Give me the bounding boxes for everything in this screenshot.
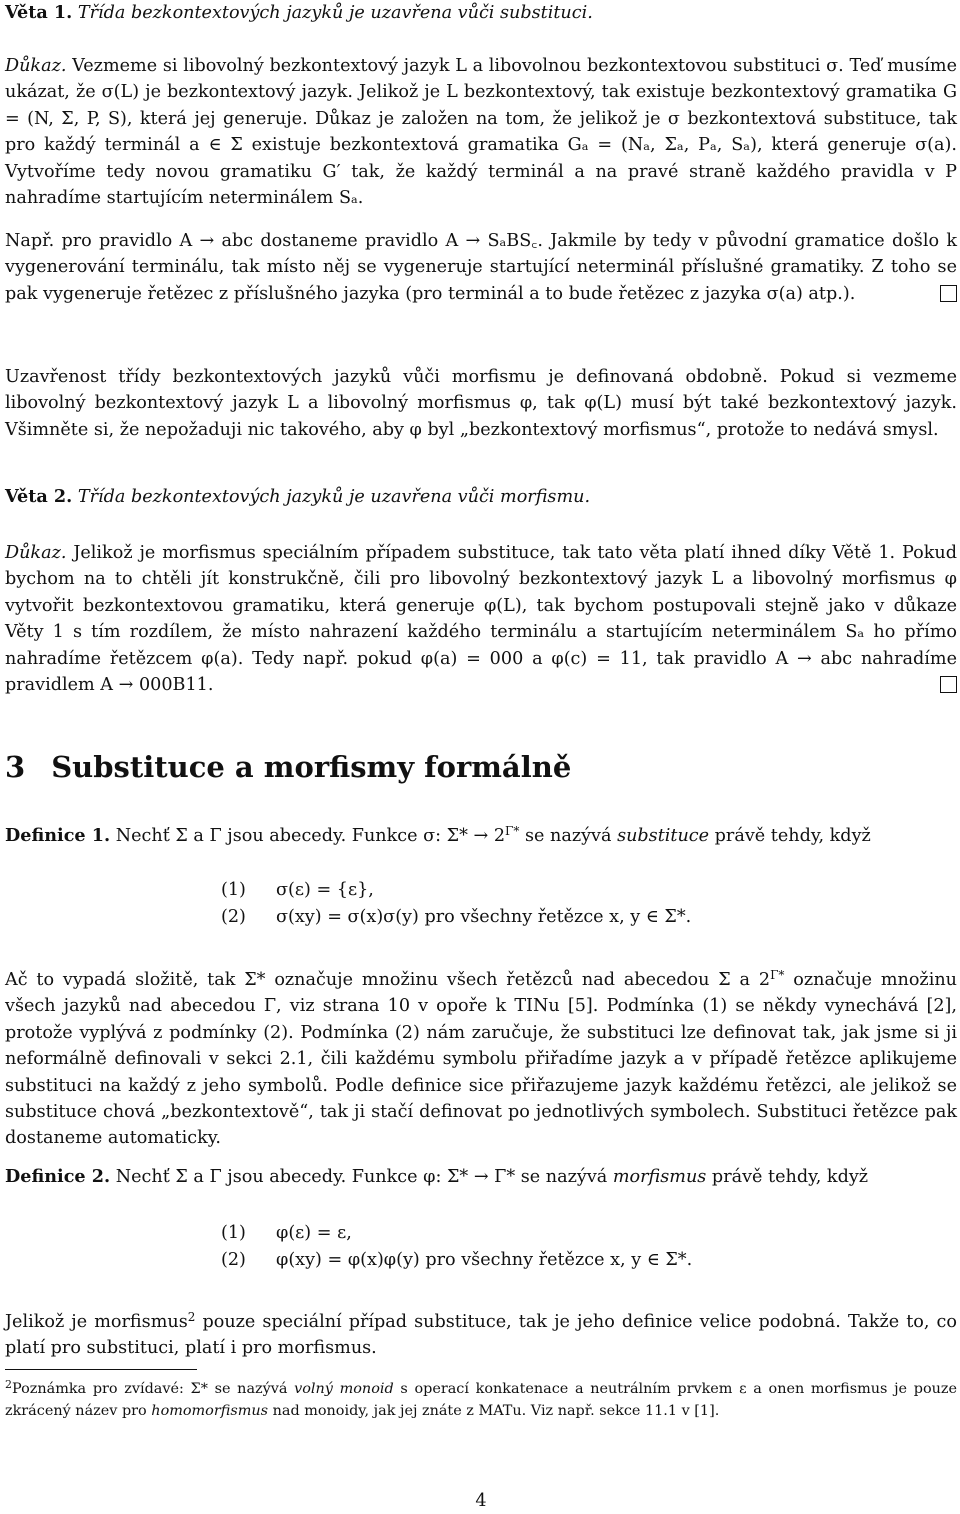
equation-body: φ(xy) = φ(x)φ(y) pro všechny řetězce x, y ∈ Σ*. — [276, 1250, 693, 1270]
definition-text: se nazývá — [519, 826, 618, 846]
paragraph-text: označuje množinu všech jazyků nad abecedou Γ, viz strana 10 v opoře k TINu [5]. Podmínka (1) se někdy vynechává [2], protože vyplývá z podmínky (2). Podmínka (2) nám zaručuje, že substituci lze definovat tak, jak jsme si ji neformálně definovali v sekci 2.1, čili každému symbolu přiřadíme jazyk a v případě řetězce aplikujeme substituci na každý z jeho symbolů. Podle definice sice přiřazujeme jazyk každému řetězci, ale jelikož se substituce chová „bezkontextově“, tak ji stačí definovat po jednotlivých symbolech. Substituci řetězce pak dostaneme automaticky. — [5, 970, 957, 1149]
paragraph-text: pouze speciální případ substituce, tak je jeho definice velice podobná. Takže to, co platí pro substituci, platí i pro morfismus. — [5, 1312, 957, 1359]
theorem-label: Věta 2. — [5, 486, 73, 507]
footnote-reference[interactable]: 2 — [187, 1310, 196, 1324]
theorem-statement: Třída bezkontextových jazyků je uzavřena vůči morfismu. — [77, 487, 591, 507]
proof-1-continued — [5, 228, 957, 307]
equation-body: σ(ε) = {ε}, — [276, 880, 374, 900]
proof-label: Důkaz. — [5, 543, 67, 563]
equation-2 — [5, 1247, 957, 1273]
theorem-statement: Třída bezkontextových jazyků je uzavřena vůči substituci. — [77, 3, 593, 23]
definition-text: Nechť Σ a Γ jsou abecedy. Funkce σ: Σ* → 2 — [115, 826, 506, 846]
equation-number: (2) — [221, 1250, 246, 1270]
section-heading — [5, 750, 572, 784]
section-number: 3 — [5, 750, 26, 784]
proof-label: Důkaz. — [5, 56, 67, 76]
superscript: Γ* — [770, 968, 785, 982]
footnote-mark: 2 — [5, 1378, 12, 1391]
paragraph-text: Uzavřenost třídy bezkontextových jazyků vůči morfismu je definovaná obdobně. Pokud si vezmeme libovolný bezkontextový jazyk L a libovolný morfismus φ, tak φ(L) musí být také bezkontextový jazyk. Všimněte si, že nepožaduji nic takového, aby φ byl „bezkontextový morfismus“, protože to nedává smysl. — [5, 367, 957, 440]
equation-1 — [5, 1220, 957, 1246]
footnote-term: volný monoid — [294, 1381, 394, 1397]
page-number: 4 — [475, 1491, 487, 1511]
theorem-label: Věta 1. — [5, 2, 73, 23]
definition-text: právě tehdy, když — [706, 1167, 869, 1187]
qed-square-icon — [940, 676, 957, 693]
paragraph-text: Ač to vypadá složitě, tak Σ* označuje množinu všech řetězců nad abecedou Σ a 2 — [5, 970, 771, 990]
definition-1 — [5, 818, 957, 849]
proof-2 — [5, 540, 957, 698]
superscript: Γ* — [505, 824, 520, 838]
theorem-1 — [5, 0, 957, 26]
definition-2 — [5, 1164, 957, 1190]
footnote-text: Poznámka pro zvídavé: Σ* se nazývá — [12, 1381, 295, 1397]
defined-term: substituce — [617, 826, 710, 846]
equation-number: (1) — [221, 880, 246, 900]
definition-text: Nechť Σ a Γ jsou abecedy. Funkce φ: Σ* → Γ* se nazývá — [115, 1167, 613, 1187]
footnote-text: s operací konkatenace a neutrálním prvkem ε a onen morfismus je pouze zkrácený název pro — [5, 1381, 957, 1419]
definition-label: Definice 2. — [5, 1166, 111, 1187]
theorem-2 — [5, 484, 957, 510]
definition-label: Definice 1. — [5, 825, 111, 846]
equation-2 — [5, 904, 957, 930]
paragraph-text: Jelikož je morfismus — [5, 1312, 188, 1332]
equation-body: σ(xy) = σ(x)σ(y) pro všechny řetězce x, y ∈ Σ*. — [276, 907, 692, 927]
definition-text: právě tehdy, když — [709, 826, 871, 846]
defined-term: morfismus — [612, 1167, 707, 1187]
section-title: Substituce a morfismy formálně — [51, 750, 572, 784]
paragraph-morphism — [5, 364, 957, 443]
footnote — [5, 1374, 957, 1422]
proof-text: Jelikož je morfismus speciálním případem substituce, tak tato věta platí ihned díky Větě 1. Pokud bychom na to chtěli jít konstrukčně, čili pro libovolný bezkontextový jazyk L a libovolný morfismus φ vytvořit bezkontextovou gramatiku, která generuje φ(L), tak bychom postupovali stejně jako v důkaze Věty 1 s tím rozdílem, že místo nahrazení každého terminálu a startujícím neterminálem Sₐ ho přímo nahradíme řetězcem φ(a). Tedy např. pokud φ(a) = 000 a φ(c) = 11, tak pravidlo A → abc nahradíme pravidlem A → 000B11. — [5, 543, 957, 696]
proof-1 — [5, 53, 957, 211]
equation-number: (2) — [221, 907, 246, 927]
proof-text: Vezmeme si libovolný bezkontextový jazyk L a libovolnou bezkontextovou substituci σ. Teď musíme ukázat, že σ(L) je bezkontextový jazyk. Jelikož je L bezkontextový, tak existuje bezkontextový gramatika G = (N, Σ, P, S), která jej generuje. Důkaz je založen na tom, že jelikož je σ bezkontextová substituce, tak pro každý terminál a ∈ Σ existuje bezkontextová gramatika Gₐ = (Nₐ, Σₐ, Pₐ, Sₐ), která generuje σ(a). Vytvoříme tedy novou gramatiku G′ tak, že každý terminál a na pravé straně každého pravidla v P nahradíme startujícím neterminálem Sₐ. — [5, 56, 957, 209]
qed-square-icon — [940, 285, 957, 302]
footnote-rule — [5, 1369, 197, 1370]
footnote-term: homomorfismus — [151, 1403, 269, 1419]
equation-number: (1) — [221, 1223, 246, 1243]
footnote-text: nad monoidy, jak jej znáte z MATu. Viz např. sekce 11.1 v [1]. — [268, 1403, 720, 1419]
paragraph-morphism-definition — [5, 1304, 957, 1362]
proof-text: Např. pro pravidlo A → abc dostaneme pravidlo A → SₐBS꜀. Jakmile by tedy v původní gramatice došlo k vygenerování terminálu, tak místo něj se vygeneruje startující neterminál příslušné gramatiky. Z toho se pak vygeneruje řetězec z příslušného jazyka (pro terminál a to bude řetězec z jazyka σ(a) atp.). — [5, 231, 957, 304]
equation-body: φ(ε) = ε, — [276, 1223, 352, 1243]
equation-1 — [5, 877, 957, 903]
paragraph-substitution — [5, 962, 957, 1152]
